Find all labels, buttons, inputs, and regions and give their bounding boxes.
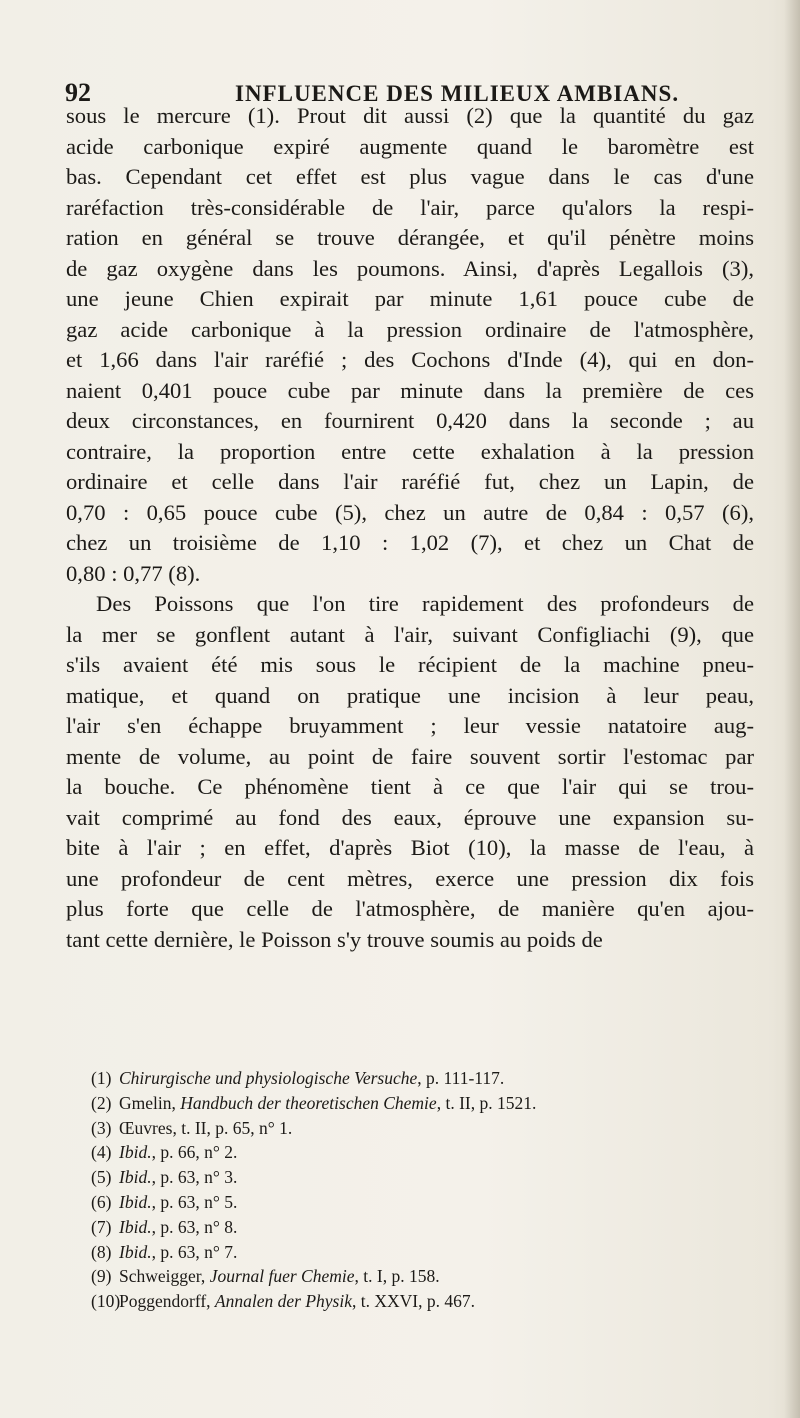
- footnote-number: (2): [91, 1092, 112, 1113]
- text-line: matique, et quand on pratique une incision à leur peau,: [66, 682, 754, 708]
- text-line: et 1,66 dans l'air raréfié ; des Cochons d'Inde (4), qui en don-: [66, 347, 754, 372]
- footnote: [91, 1091, 751, 1116]
- text-line: Des Poissons que l'on tire rapidement des profondeurs de: [96, 591, 754, 616]
- text-line: plus forte que celle de l'atmosphère, de manière qu'en ajou-: [66, 896, 754, 921]
- footnote-text: Ibid., p. 63, n° 5.: [119, 1191, 238, 1212]
- text-line: mente de volume, au point de faire souvent sortir l'estomac par: [66, 743, 754, 769]
- footnote-number: (6): [91, 1191, 112, 1212]
- footnote-text: Ibid., p. 63, n° 7.: [119, 1241, 238, 1262]
- footnotes: [91, 1066, 751, 1314]
- paragraph-2: [66, 589, 754, 955]
- text-line: tant cette dernière, le Poisson s'y trouve soumis au poids de: [66, 926, 603, 952]
- footnote-text: Ibid., p. 63, n° 8.: [119, 1216, 238, 1237]
- text-line: vait comprimé au fond des eaux, éprouve une expansion su-: [66, 804, 754, 830]
- text-line: contraire, la proportion entre cette exhalation à la pression: [66, 438, 754, 464]
- footnote: [91, 1140, 751, 1165]
- text-line: chez un troisième de 1,10 : 1,02 (7), et chez un Chat de: [66, 530, 754, 555]
- footnote-number: (5): [91, 1167, 112, 1188]
- footnote: [91, 1190, 751, 1215]
- text-line: bite à l'air ; en effet, d'après Biot (10), la masse de l'eau, à: [66, 835, 754, 860]
- paragraph-1: [66, 101, 754, 589]
- text-line: une jeune Chien expirait par minute 1,61 pouce cube de: [66, 286, 754, 311]
- text-line: ration en général se trouve dérangée, et qu'il pénètre moins: [66, 225, 754, 250]
- text-line: raréfaction très-considérable de l'air, parce qu'alors la respi-: [66, 194, 754, 220]
- footnote-number: (4): [91, 1142, 112, 1163]
- footnote-text: Ibid., p. 63, n° 3.: [119, 1167, 238, 1188]
- text-line: s'ils avaient été mis sous le récipient de la machine pneu-: [66, 652, 754, 677]
- text-line: acide carbonique expiré augmente quand le baromètre est: [66, 133, 754, 159]
- footnote: [91, 1165, 751, 1190]
- body-text: [66, 101, 754, 955]
- page-edge-shadow: [784, 0, 800, 1418]
- footnote-number: (8): [91, 1241, 112, 1262]
- text-line: la bouche. Ce phénomène tient à ce que l'air qui se trou-: [66, 774, 754, 799]
- running-title: INFLUENCE DES MILIEUX AMBIANS.: [235, 81, 680, 106]
- text-line: une profondeur de cent mètres, exerce une pression dix fois: [66, 865, 754, 891]
- footnote-text: Poggendorff, Annalen der Physik, t. XXVI, p. 467.: [119, 1291, 475, 1312]
- footnote-text: Ibid., p. 66, n° 2.: [119, 1142, 238, 1163]
- footnote: [91, 1264, 751, 1289]
- text-line: de gaz oxygène dans les poumons. Ainsi, d'après Legallois (3),: [66, 255, 754, 281]
- footnote-number: (3): [91, 1117, 112, 1138]
- text-line: bas. Cependant cet effet est plus vague dans le cas d'une: [66, 164, 754, 189]
- footnote-number: (9): [91, 1266, 112, 1287]
- text-line: l'air s'en échappe bruyamment ; leur vessie natatoire aug-: [66, 713, 754, 738]
- text-line: 0,80 : 0,77 (8).: [66, 560, 201, 586]
- text-line: deux circonstances, en fournirent 0,420 dans la seconde ; au: [66, 408, 754, 433]
- footnote-number: (1): [91, 1068, 112, 1088]
- text-line: ordinaire et celle dans l'air raréfié fut, chez un Lapin, de: [66, 469, 754, 494]
- text-line: sous le mercure (1). Prout dit aussi (2) que la quantité du gaz: [66, 103, 754, 128]
- footnote-text: Schweigger, Journal fuer Chemie, t. I, p. 158.: [119, 1266, 440, 1287]
- footnote-text: Chirurgische und physiologische Versuche, p. 111-117.: [119, 1068, 505, 1088]
- footnote: [91, 1215, 751, 1240]
- text-line: 0,70 : 0,65 pouce cube (5), chez un autre de 0,84 : 0,57 (6),: [66, 499, 754, 525]
- footnote-text: Gmelin, Handbuch der theoretischen Chemie, t. II, p. 1521.: [119, 1092, 537, 1113]
- footnote-number: (10): [91, 1291, 121, 1312]
- footnote-number: (7): [91, 1216, 112, 1237]
- footnote: [91, 1066, 751, 1091]
- page-number: 92: [65, 78, 91, 107]
- footnote-text: Œuvres, t. II, p. 65, n° 1.: [119, 1117, 293, 1138]
- footnote: [91, 1116, 751, 1141]
- footnote: [91, 1240, 751, 1265]
- footnote: [91, 1289, 751, 1314]
- text-line: gaz acide carbonique à la pression ordinaire de l'atmosphère,: [66, 316, 754, 342]
- text-line: la mer se gonflent autant à l'air, suivant Configliachi (9), que: [66, 621, 754, 647]
- text-line: naient 0,401 pouce cube par minute dans la première de ces: [66, 377, 754, 403]
